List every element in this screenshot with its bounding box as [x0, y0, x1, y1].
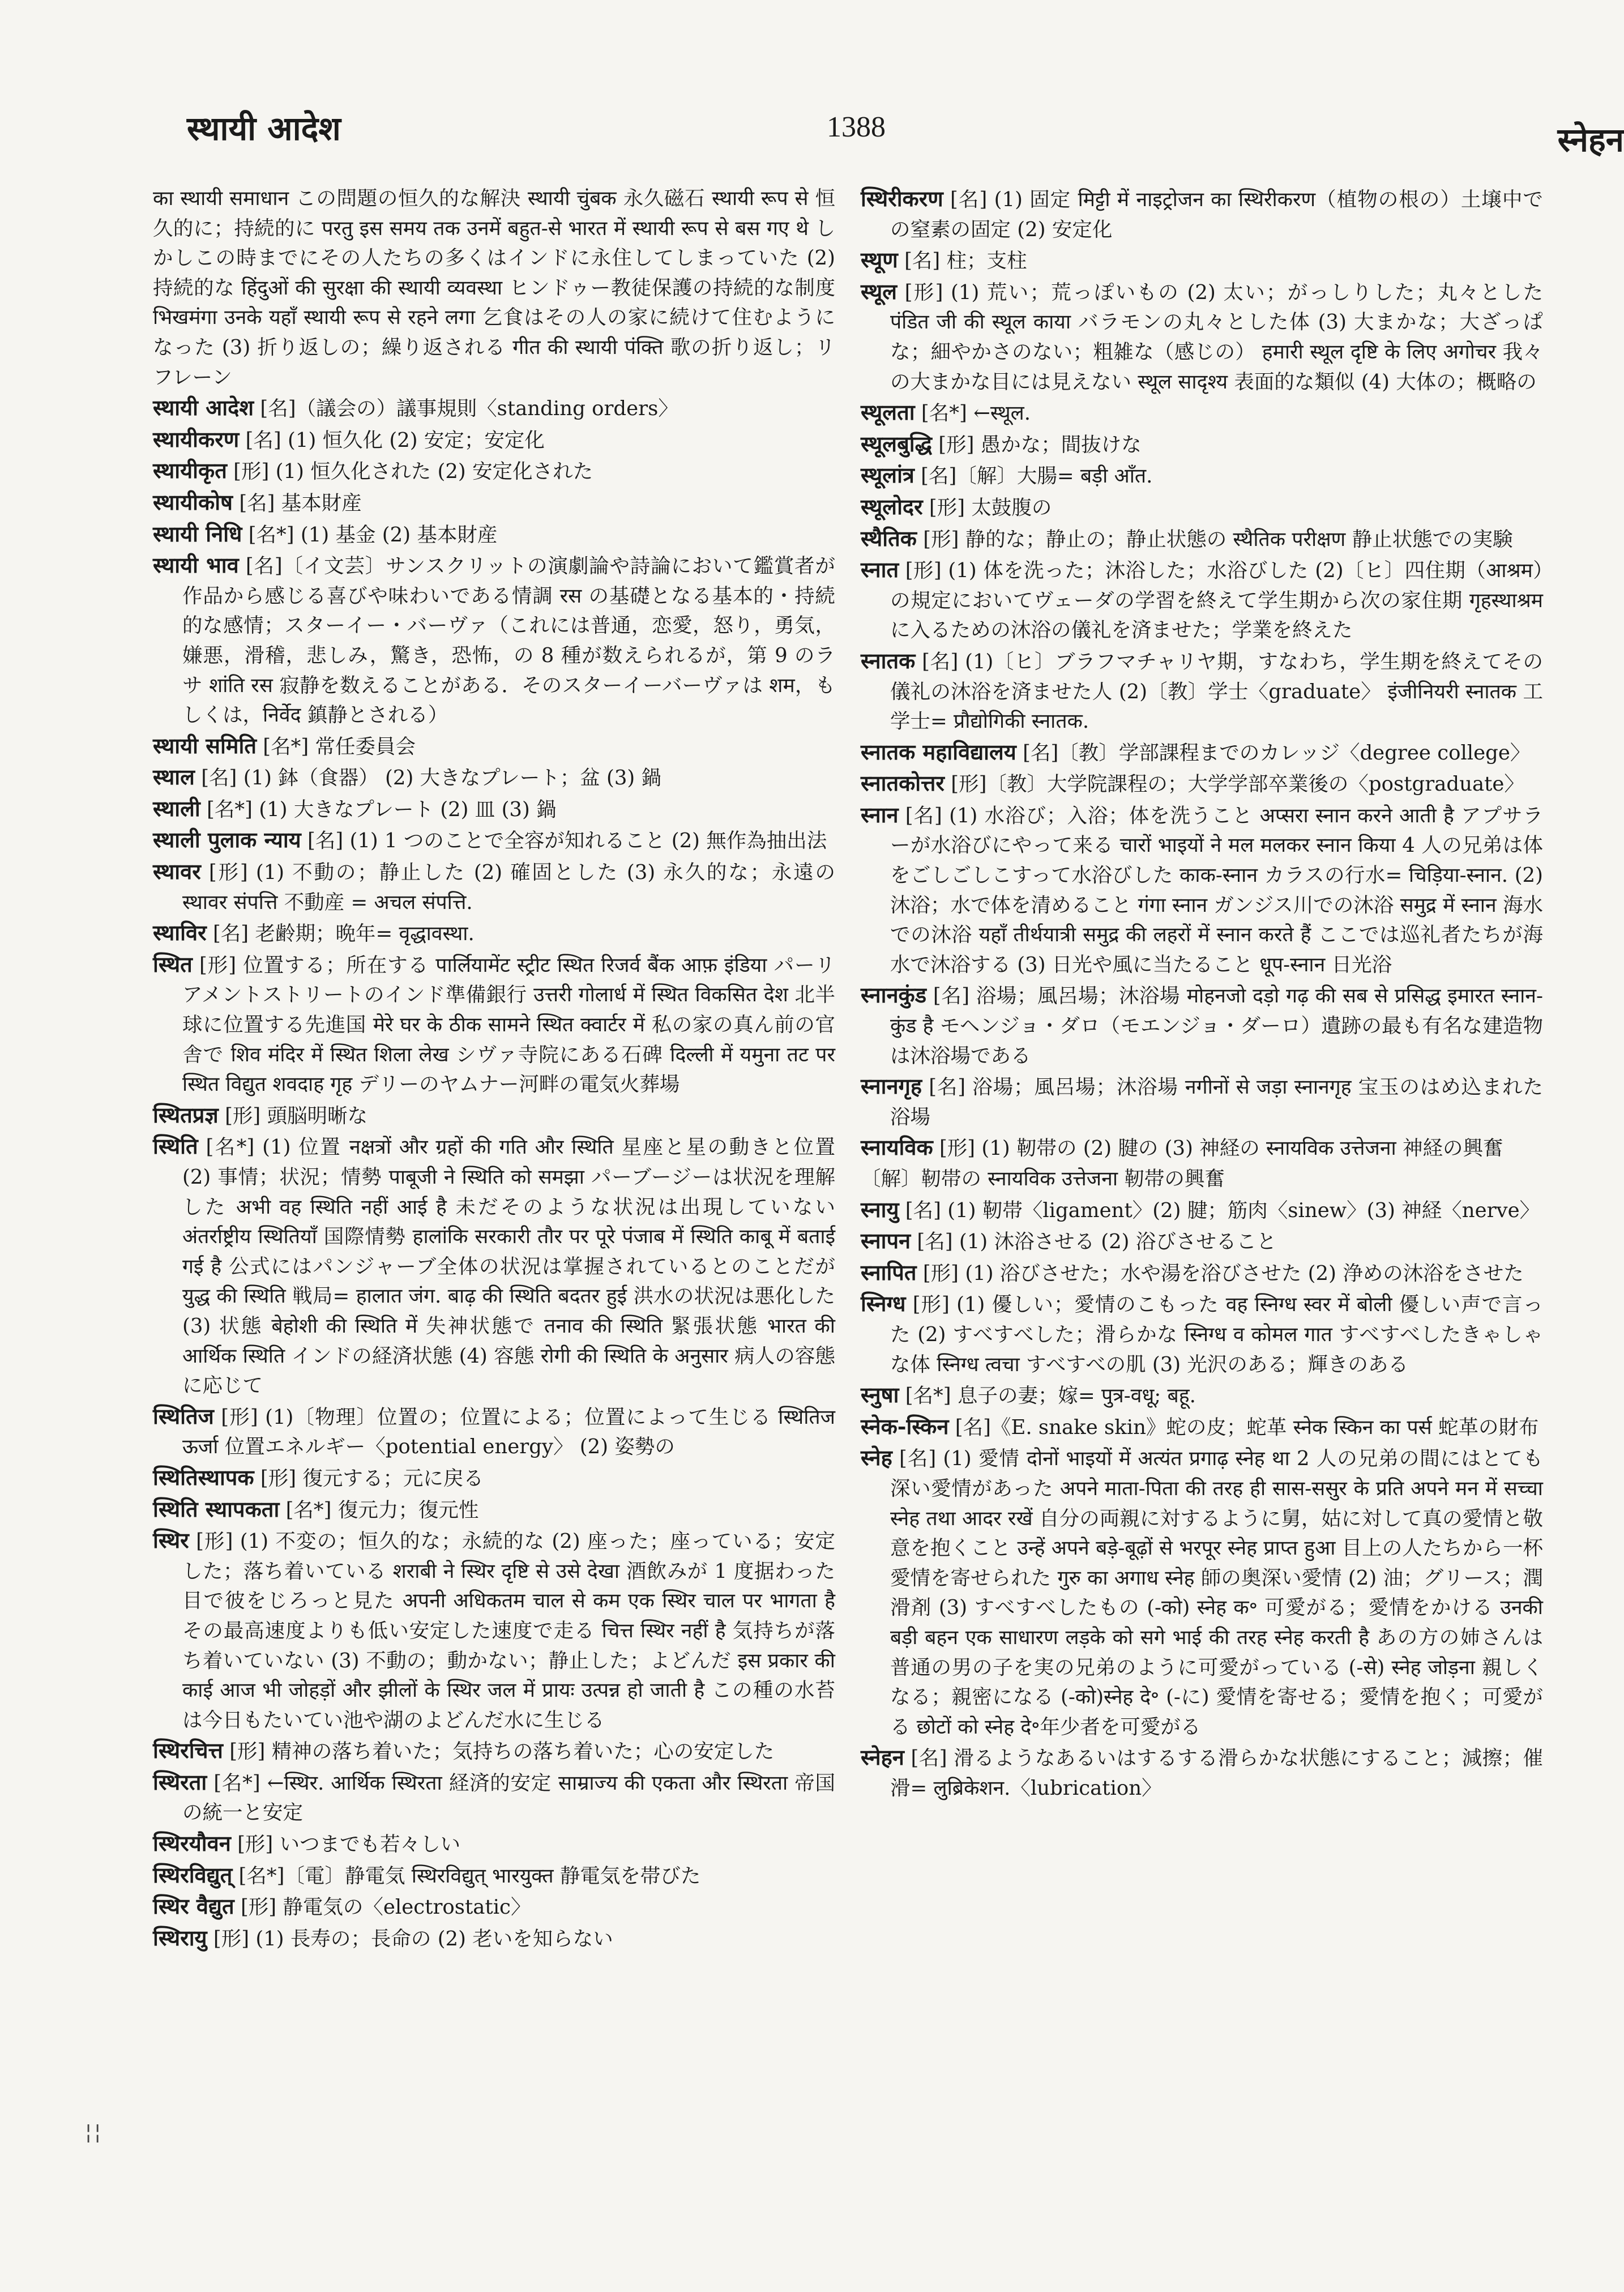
entry-definition: [形] 位置する；所在する पार्लियामेंट स्ट्रीट स्थित रिजर्व बैंक आफ़ इंडिया パーリアメントストリートのインド準備銀行 उत्तरी गोलार्ध में स्थित विकसित देश 北半球に位置する先進国 मेरे घर के ठीक सामने स्थित क्वार्टर में 私の家の真ん前の官舎で शिव मंदिर में स्थित शिला लेख シヴァ寺院にある石碑 दिल्ली में यमुना तट पर स्थित विद्युत शवदाह गृह デリーのヤムナー河畔の電気火葬場: [182, 953, 835, 1096]
dictionary-entry: [153, 1829, 835, 1860]
headword: स्थिरीकरण: [861, 186, 943, 211]
left-guide-word: स्थायी आदेश: [187, 109, 341, 148]
entry-definition: [名]〔教〕学部課程までのカレッジ〈degree college〉: [1016, 741, 1531, 765]
entry-definition: [形] (1) 不変の；恒久的な；永続的な (2) 座った；座っている；安定した；落ち着いている शराबी ने स्थिर दृष्टि से उसे देखा 酒飲みが 1 度据わった目で彼をじろっと見た अपनी अधिकतम चाल से कम एक स्थिर चाल पर भागता है その最高速度よりも低い安定した速度で走る चित्त स्थिर नहीं है 気持ちが落ち着いていない (3) 不動の；動かない；静止した；よどんだ इस प्रकार की काई आज भी जोहड़ों और झीलों के स्थिर जल में प्रायः उत्पन्न हो जाती है この種の水苔は今日もたいてい池や湖のよどんだ水に生じる: [182, 1530, 835, 1732]
dictionary-entry: [153, 550, 835, 731]
entry-definition: [名*] 息子の妻；嫁= पुत्र-वधू; बहू.: [899, 1384, 1196, 1408]
entry-definition: [形] 静電気の〈electrostatic〉: [234, 1896, 531, 1919]
dictionary-entry: [153, 918, 835, 949]
dictionary-entry: [861, 1133, 1543, 1164]
headword: स्थायीकरण: [153, 426, 240, 452]
headword: स्थिरता: [153, 1769, 207, 1795]
dictionary-entry: [861, 1289, 1543, 1380]
dictionary-entry: [153, 488, 835, 519]
dictionary-entry: [861, 1226, 1543, 1257]
dictionary-entry: [153, 1100, 835, 1132]
dictionary-entry: [153, 825, 835, 856]
headword: स्थूलोदर: [861, 493, 923, 519]
dictionary-entry: [153, 1526, 835, 1735]
entry-definition: [名*] 復元力；復元性: [279, 1498, 479, 1522]
entry-definition: [名] (1) 水浴び；入浴；体を洗うこと अप्सरा स्नान करने आती है アプサラーが水浴びにやって来る चारों भाइयों ने मल मलकर स्नान किया 4 人の兄弟は体をごしごしこすって水浴びした काक-स्नान カラスの行水= चिड़िया-स्नान. (2) 沐浴；水で体を清めること गंगा स्नान ガンジス川での沐浴 समुद्र में स्नान 海水での沐浴 यहाँ तीर्थयात्री समुद्र की लहरों में स्नान करते हैं ここでは巡礼者たちが海水で沐浴する (3) 日光や風に当たること धूप-स्नान 日光浴: [890, 804, 1543, 976]
headword: स्थाली पुलाक न्याय: [153, 827, 301, 853]
dictionary-entry: [153, 456, 835, 487]
headword: स्थाली: [153, 795, 200, 821]
entry-definition: [名] 浴場；風呂場；沐浴場 मोहनजो दड़ो गढ़ की सब से प्रसिद्ध इमारत स्नान-कुंड है モヘンジョ・ダロ（モエンジョ・ダーロ）遺跡の最も有名な建造物は沐浴場である: [890, 984, 1543, 1068]
headword: स्थैतिक: [861, 525, 917, 551]
headword: स्थायीकृत: [153, 458, 227, 484]
entry-definition: [形] 静的な；静止の；静止状態の स्थैतिक परीक्षण 静止状態での実験: [917, 527, 1513, 551]
dictionary-entry: [153, 1768, 835, 1828]
headword: स्नात: [861, 557, 899, 583]
headword: स्थावर: [153, 859, 201, 885]
dictionary-entry: [153, 857, 835, 917]
headword: स्नापित: [861, 1259, 917, 1285]
entry-definition: [名]〔解〕大腸= बड़ी आँत.: [914, 464, 1153, 488]
headword: स्थिर: [153, 1527, 189, 1553]
headword: स्नेह: [861, 1445, 892, 1471]
entry-definition: [名] (1) 1 つのことで全容が知れること (2) 無作為抽出法: [301, 829, 827, 853]
entry-definition: [名*] (1) 基金 (2) 基本財産: [242, 523, 498, 547]
entry-definition: [名] (1) 愛情 दोनों भाइयों में अत्यंत प्रगाढ़ स्नेह था 2 人の兄弟の間にはとても深い愛情があった अपने माता-पिता की तरह ही सास-ससुर के प्रति अपने मन में सच्चा स्नेह तथा आदर रखें 自分の両親に対するように舅，姑に対して真の愛情と敬意を抱くこと उन्हें अपने बड़े-बूढ़ों से भरपूर स्नेह प्राप्त हुआ 目上の人たちから一杯愛情を寄せられた गुरु का अगाध स्नेह 師の奥深い愛情 (2) 油；グリース；潤滑剤 (3) すべすべしたもの (-को) स्नेह क॰ 可愛がる；愛情をかける उनकी बड़ी बहन एक साधारण लड़के को सगे भाई की तरह स्नेह करती है あの方の姉さんは普通の男の子を実の兄弟のように可愛がっている (-से) स्नेह जोड़ना 親しくなる；親密になる (-को)स्नेह दे॰ (-に) 愛情を寄せる；愛情を抱く；可愛がる छोटों को स्नेह दे॰年少者を可愛がる: [890, 1447, 1543, 1739]
headword: स्थायीकोष: [153, 489, 233, 515]
entry-definition: [名] (1) 固定 मिट्टी में नाइट्रोजन का स्थिरीकरण（植物の根の）土壌中での窒素の固定 (2) 安定化: [890, 188, 1543, 241]
dictionary-entry: [153, 184, 835, 392]
dictionary-entry: [153, 1736, 835, 1767]
headword: स्नातक: [861, 647, 916, 673]
entry-definition: [形] (1) 優しい；愛情のこもった वह स्निग्ध स्वर में बोली 優しい声で言った (2) すべすべした；滑らかな स्निग्ध व कोमल गात すべすべしたきゃしゃな体 स्निग्ध त्वचा すべすべの肌 (3) 光沢のある；輝きのある: [890, 1293, 1543, 1376]
entry-definition: [形] (1) 体を洗った；沐浴した；水浴びした (2)〔ヒ〕四住期（आश्रम）の規定においてヴェーダの学習を終えて学生期から次の家住期 गृहस्थाश्रम に入るための沐浴の儀礼を済ませた；学業を終えた: [890, 559, 1543, 642]
dictionary-entry: [153, 1923, 835, 1954]
page-number: 1388: [827, 111, 886, 143]
headword: स्थायी भाव: [153, 552, 239, 578]
dictionary-entry: [861, 398, 1543, 429]
dictionary-entry: [153, 762, 835, 793]
dictionary-entry: [153, 1402, 835, 1462]
headword: स्नातक महाविद्यालय: [861, 739, 1016, 765]
dictionary-entry: [861, 245, 1543, 276]
entry-definition: [名] (1) 恒久化 (2) 安定；安定化: [239, 428, 545, 452]
headword: स्थितिस्थापक: [153, 1464, 254, 1490]
dictionary-entry: [153, 1892, 835, 1923]
headword: स्थूण: [861, 247, 898, 273]
dictionary-entry: [861, 460, 1543, 492]
headword: स्थिति: [153, 1133, 198, 1159]
entry-definition: [名] (1)〔ヒ〕ブラフマチャリヤ期，すなわち，学生期を終えてその儀礼の沐浴を済ませた人 (2)〔教〕学士〈graduate〉 इंजीनियरी स्नातक 工学士= प्रौद्योगिकी स्नातक.: [890, 650, 1543, 733]
dictionary-entry: [861, 555, 1543, 646]
headword: स्थिरयौवन: [153, 1830, 231, 1856]
dictionary-entry: [153, 519, 835, 550]
headword: स्थूलता: [861, 399, 915, 425]
dictionary-entry: [861, 800, 1543, 980]
headword: स्निग्ध: [861, 1291, 906, 1317]
headword: स्नेक-स्किन: [861, 1413, 949, 1439]
headword: स्थायी समिति: [153, 732, 257, 758]
entry-definition: [形] 頭脳明晰な: [218, 1104, 368, 1128]
headword: स्नायविक: [861, 1134, 933, 1160]
entry-definition: [形] いつまでも若々しい: [230, 1833, 461, 1856]
entry-definition: [形] 復元する；元に戻る: [254, 1466, 484, 1490]
right-column: [861, 184, 1543, 1804]
headword: स्नानकुंड: [861, 982, 927, 1008]
entry-definition: [形] 精神の落ち着いた；気持ちの落ち着いた；心の安定した: [223, 1740, 775, 1764]
headword: स्थूलांत्र: [861, 462, 914, 488]
headword: स्नातकोत्तर: [861, 770, 945, 796]
entry-definition: [名*] (1) 大きなプレート (2) 皿 (3) 鍋: [200, 797, 557, 821]
headword: स्थूल: [861, 278, 898, 304]
dictionary-entry: [861, 646, 1543, 737]
headword: स्थिरायु: [153, 1924, 207, 1950]
headword: स्थाल: [153, 764, 195, 790]
dictionary-entry: [861, 1258, 1543, 1289]
entry-definition: [名]（議会の）議事規則〈standing orders〉: [254, 397, 678, 421]
headword: स्नानगृह: [861, 1073, 922, 1099]
dictionary-entry: [861, 1412, 1543, 1443]
dictionary-entry: [153, 1132, 835, 1401]
entry-definition: [名] 柱；支柱: [898, 249, 1027, 273]
headword: स्थायी निधि: [153, 520, 242, 547]
entry-definition: का स्थायी समाधान この問題の恒久的な解決 स्थायी चुंबक 永久磁石 स्थायी रूप से 恒久的に；持続的に परतु इस समय तक उनमें बहुत-से भारत में स्थायी रूप से बस गए थे しかしこの時までにその人たちの多くはインドに永住してしまっていた (2) 持続的な हिंदुओं की सुरक्षा की स्थायी व्यवस्था ヒンドゥー教徒保護の持続的な制度 भिखमंगा उनके यहाँ स्थायी रूप से रहने लगा 乞食はその人の家に続けて住むようになった (3) 折り返しの；繰り返される गीत की स्थायी पंक्ति 歌の折り返し；リフレーン: [153, 187, 835, 389]
entry-definition: [名]《E. snake skin》蛇の皮；蛇革 स्नेक स्किन का पर्स 蛇革の財布: [948, 1415, 1539, 1439]
headword: स्थाविर: [153, 920, 207, 946]
entry-definition: [形] (1) 浴びさせた；水や湯を浴びさせた (2) 浄めの沐浴をさせた: [916, 1261, 1524, 1285]
dictionary-entry: [153, 1495, 835, 1526]
headword: स्थित: [153, 951, 193, 977]
entry-definition: [形] (1) 長寿の；長命の (2) 老いを知らない: [207, 1927, 613, 1950]
dictionary-entry: [861, 1743, 1543, 1803]
dictionary-entry: [861, 1164, 1543, 1194]
entry-definition: 〔解〕靭帯の स्नायविक उत्तेजना 靭帯の興奮: [861, 1167, 1225, 1190]
dictionary-entry: [861, 492, 1543, 523]
dictionary-entry: [153, 1860, 835, 1892]
entry-definition: [名]〔イ文芸〕サンスクリットの演劇論や詩論において鑑賞者が作品から感じる喜びや味わいである情調 रस の基礎となる基本的・持続的な感情；スターイー・バーヴァ（これには普通，恋愛，怒り，勇気，嫌悪，滑稽，悲しみ，驚き，恐怖，の 8 種が数えられるが，第 9 のラサ शांति रस 寂静を数えることがある．そのスターイーバーヴァは शम，もしくは，निर्वेद 鎮静とされる）: [182, 554, 835, 727]
entry-definition: [名] 老齢期；晩年= वृद्धावस्था.: [206, 922, 475, 946]
left-column: [153, 184, 835, 1954]
entry-definition: [形] (1) 不動の；静止した (2) 確固とした (3) 永久的な；永遠の स्थावर संपत्ति 不動産 = अचल संपत्ति.: [182, 861, 835, 914]
headword: स्थायी आदेश: [153, 395, 254, 421]
dictionary-entry: [861, 429, 1543, 460]
headword: स्थिति स्थापकता: [153, 1496, 280, 1522]
dictionary-entry: [861, 1380, 1543, 1411]
entry-definition: [形] 太鼓腹の: [922, 496, 1052, 519]
entry-definition: [名] (1) 鉢（食器） (2) 大きなプレート；盆 (3) 鍋: [194, 766, 662, 790]
entry-definition: [形] (1) 荒い；荒っぽいもの (2) 太い；がっしりした；丸々とした पंडित जी की स्थूल काया バラモンの丸々とした体 (3) 大まかな；大ざっぱな；細やかさのない；粗雑な（感じの） हमारी स्थूल दृष्टि के लिए अगोचर 我々の大まかな目には見えない स्थूल सादृश्य 表面的な類似 (4) 大体の；概略の: [890, 280, 1543, 394]
headword: स्थिर वैद्युत: [153, 1893, 234, 1919]
dictionary-entry: [861, 1072, 1543, 1132]
dictionary-entry: [861, 277, 1543, 397]
headword: स्थितिज: [153, 1403, 214, 1429]
dictionary-entry: [861, 1195, 1543, 1226]
entry-definition: [名] (1) 沐浴させる (2) 浴びさせること: [911, 1230, 1277, 1254]
entry-definition: [形] 愚かな；間抜けな: [931, 433, 1142, 456]
headword: स्नुषा: [861, 1382, 899, 1408]
page-header: [187, 105, 1624, 159]
headword: स्थिरचित्त: [153, 1738, 223, 1764]
entry-definition: [名*] ←स्थिर. आर्थिक स्थिरता 経済的安定 साम्राज्य की एकता और स्थिरता 帝国の統一と安定: [182, 1771, 835, 1825]
headword: स्नेहन: [861, 1744, 904, 1770]
dictionary-entry: [861, 184, 1543, 245]
dictionary-entry: [153, 393, 835, 424]
headword: स्नापन: [861, 1228, 911, 1254]
headword: स्थितप्रज्ञ: [153, 1102, 219, 1128]
dictionary-entry: [153, 425, 835, 456]
dictionary-entry: [153, 950, 835, 1100]
entry-definition: [名*] 常任委員会: [257, 735, 416, 758]
dictionary-entry: [861, 769, 1543, 800]
headword: स्नान: [861, 801, 899, 827]
entry-definition: [形] (1) 靭帯の (2) 腱の (3) 神経の स्नायविक उत्तेजना 神経の興奮: [933, 1137, 1503, 1160]
headword: स्नायु: [861, 1196, 899, 1222]
entry-definition: [名] 滑るようなあるいはするする滑らかな状態にすること；減擦；催滑= लुब्रिकेशन.〈lubrication〉: [890, 1747, 1543, 1800]
entry-definition: [名] (1) 靭帯〈ligament〉(2) 腱；筋肉〈sinew〉(3) 神経〈nerve〉: [899, 1198, 1540, 1222]
dictionary-entry: [153, 794, 835, 825]
dictionary-entry: [861, 1443, 1543, 1742]
dictionary-entry: [861, 737, 1543, 769]
entry-definition: [形]〔教〕大学院課程の；大学学部卒業後の〈postgraduate〉: [944, 772, 1524, 796]
right-guide-word: स्नेहन: [1557, 121, 1624, 159]
entry-definition: [形] (1) 恒久化された (2) 安定化された: [226, 460, 593, 484]
margin-marks: ¦¦: [85, 2121, 104, 2144]
dictionary-entry: [153, 731, 835, 762]
entry-definition: [名] 基本財産: [233, 491, 362, 515]
dictionary-entry: [861, 524, 1543, 555]
entry-definition: [名*]〔電〕静電気 स्थिरविद्युत् भारयुक्त 静電気を帯びた: [232, 1864, 701, 1888]
entry-definition: [名*] ←स्थूल.: [914, 402, 1031, 425]
headword: स्थूलबुद्धि: [861, 430, 932, 456]
entry-definition: [形] (1)〔物理〕位置の；位置による；位置によって生じる स्थितिज ऊर्जा 位置エネルギー〈potential energy〉 (2) 姿勢の: [182, 1405, 835, 1459]
entry-definition: [名*] (1) 位置 नक्षत्रों और ग्रहों की गति और स्थिति 星座と星の動きと位置 (2) 事情；状況；情勢 पाबूजी ने स्थिति को समझा パーブージーは状況を理解した अभी वह स्थिति नहीं आई है 未だそのような状況は出現していない अंतर्राष्ट्रीय स्थितियाँ 国際情勢 हालांकि सरकारी तौर पर पूरे पंजाब में स्थिति काबू में बताई गई है 公式にはパンジャーブ全体の状況は掌握されているとのことだが युद्ध की स्थिति 戦局= हालात जंग. बाढ़ की स्थिति बदतर हुई 洪水の状況は悪化した (3) 状態 बेहोशी की स्थिति में 失神状態で तनाव की स्थिति 緊張状態 भारत की आर्थिक स्थिति インドの経済状態 (4) 容態 रोगी की स्थिति के अनुसार 病人の容態に応じて: [182, 1136, 835, 1398]
entry-definition: [名] 浴場；風呂場；沐浴場 नगीनों से जड़ा स्नानगृह 宝玉のはめ込まれた浴場: [890, 1075, 1543, 1129]
headword: स्थिरविद्युत्: [153, 1862, 233, 1888]
dictionary-entry: [153, 1463, 835, 1494]
dictionary-entry: [861, 980, 1543, 1071]
